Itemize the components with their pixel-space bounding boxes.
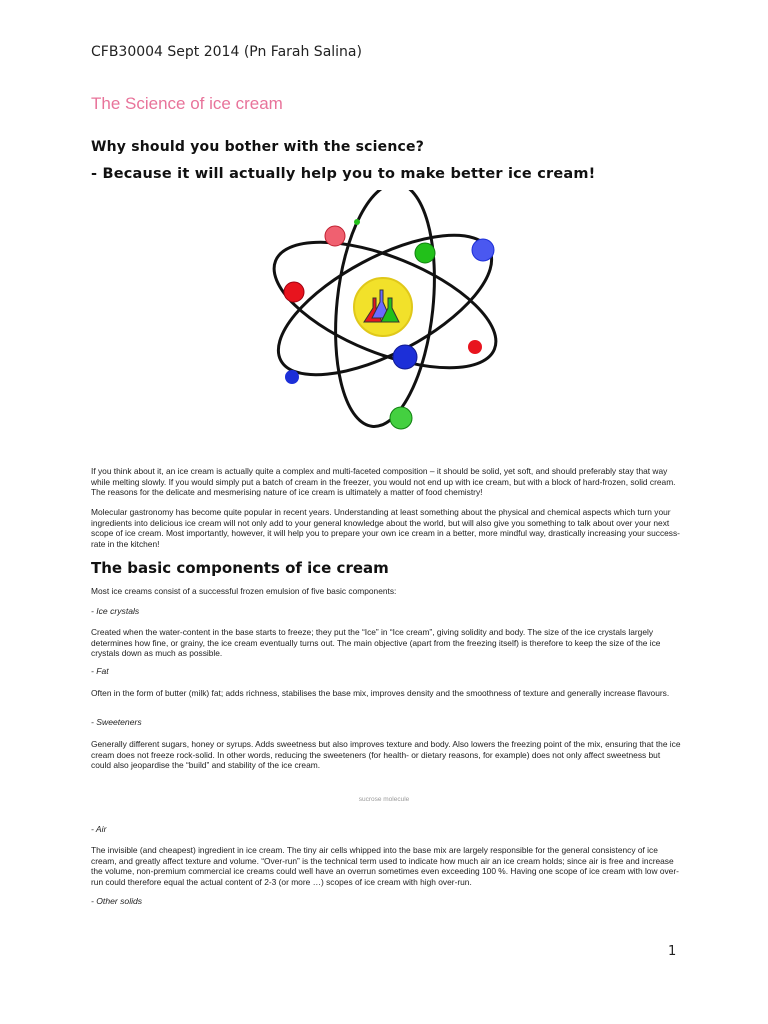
air-text: The invisible (and cheapest) ingredient in ice cream. The tiny air cells whipped into the base mix are largely responsible for the general consistency of ice cream, and greatly affect texture and volume. “Over-run” is the technical term used to indicate how much air an ice cream holds; since air is free and increase the volume, non-premium commercial ice creams could well have an overrun sometimes even exceeding 100 %. Having one scope of ice cream with low over-run could therefore equal the actual content of 2-3 (or more …) scopes of ice cream with high over-run. [91,845,679,887]
electron-blue-center [393,345,417,369]
air-label: - Air [91,824,107,834]
electron-red-right [468,340,482,354]
electron-green-top [415,243,435,263]
ice-crystals-text: Created when the water-content in the base starts to freeze; they put the “Ice” in “Ice cream”, giving solidity and body. The size of the ice crystals largely determines how fine, or grainy, the ice cream eventually turns out. The main objective (apart from the freezing itself) is therefore to keep the size of the ice crystals down as much as possible. [91,627,661,658]
electron-green-bottom [390,407,412,429]
paragraph-gastronomy: Molecular gastronomy has become quite popular in recent years. Understanding at least something about the physical and chemical aspects which turn your ingredients into delicious ice cream will not only add to your general knowledge about the world, but will also give you something to talk about over your next scope of ice cream. Most importantly, however, it will help you to prepare your own ice cream in a better, more mindful way, drastically increasing your success-rate in the kitchen! [91,507,680,549]
image-caption: sucrose molecule [358,796,410,803]
components-intro: Most ice creams consist of a successful frozen emulsion of five basic components: [91,586,397,596]
sweeteners-label: - Sweeteners [91,717,142,727]
electron-red-left [284,282,304,302]
nucleus [354,278,412,336]
paragraph-intro: If you think about it, an ice cream is actually quite a complex and multi-faceted composition – it should be solid, yet soft, and should preferably stay that way while melting slowly. If you would simply put a batch of cream in the freezer, you would not end up with ice cream, but with a block of hard-frozen, solid cream. The reasons for the delicate and mesmerising nature of ice cream is ultimately a matter of food chemistry! [91,466,676,497]
electron-pink [325,226,345,246]
question-heading: Why should you bother with the science? [91,139,425,155]
document-header: CFB30004 Sept 2014 (Pn Farah Salina) [91,44,362,60]
section-heading: The basic components of ice cream [91,559,389,577]
fat-text: Often in the form of butter (milk) fat; adds richness, stabilises the base mix, improves density and the smoothness of texture and generally increase flavours. [91,688,670,698]
sweeteners-text: Generally different sugars, honey or syrups. Adds sweetness but also improves texture and body. Also lowers the freezing point of the mix, ensuring that the ice cream does not freeze rock-solid. In other words, reducing the sweeteners (for health- or dietary reasons, for example) does not only affect sweetness but could also jeopardise the “build” and stability of the ice cream. [91,739,681,770]
page-title: The Science of ice cream [91,94,283,113]
page-number: 1 [668,944,677,959]
other-solids-label: - Other solids [91,896,143,906]
electron-small-green [354,219,360,225]
electron-blue-right [472,239,494,261]
answer-heading: - Because it will actually help you to make better ice cream! [91,166,596,182]
ice-crystals-label: - Ice crystals [91,606,140,616]
atom-illustration [270,190,500,440]
electron-blue-left [285,370,299,384]
fat-label: - Fat [91,666,109,676]
